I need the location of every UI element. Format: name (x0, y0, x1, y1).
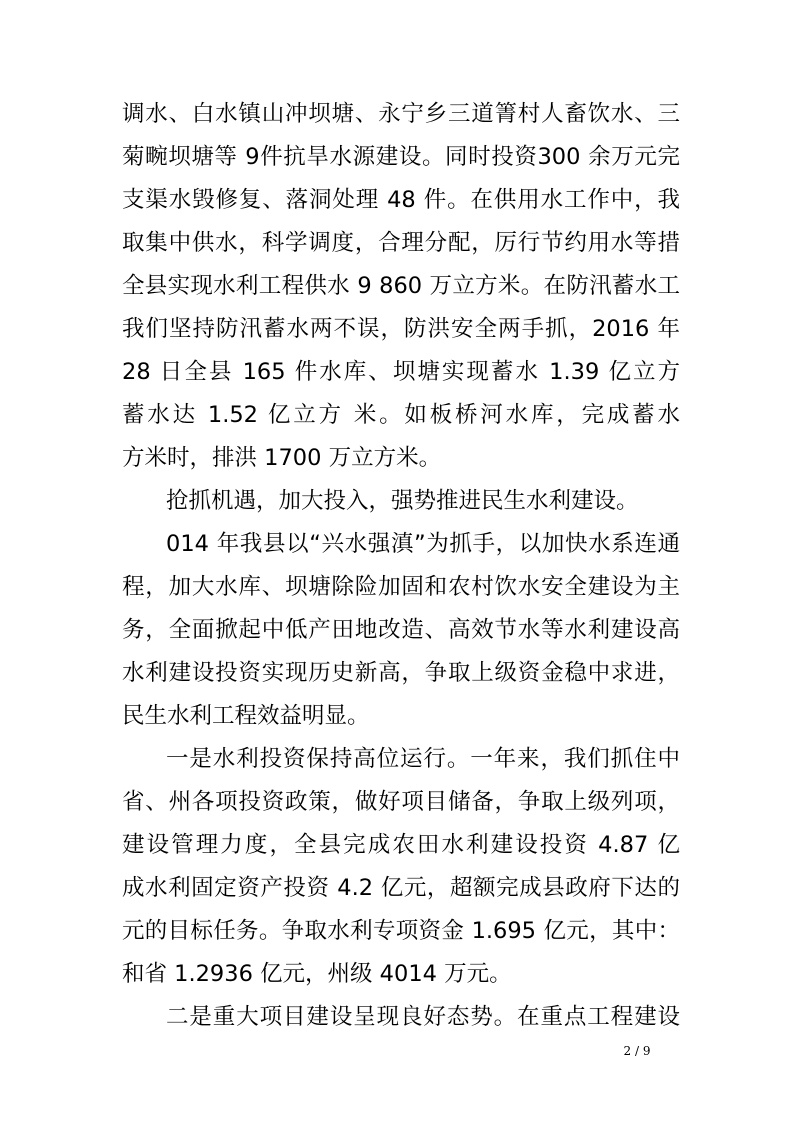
text-line: 28 日全县 165 件水库、坝塘实现蓄水 1.39 亿立方 (122, 359, 680, 385)
text-line: 元的目标任务。争取水利专项资金 1.695 亿元，其中： (122, 918, 680, 944)
text-line: 方米时，排洪 1700 万立方米。 (122, 445, 442, 471)
text-line: 建设管理力度，全县完成农田水利建设投资 4.87 亿 (122, 832, 680, 858)
text-line: 支渠水毁修复、落洞处理 48 件。在供用水工作中，我 (122, 187, 680, 213)
section-heading: 抢抓机遇，加大投入，强势推进民生水利建设。 (166, 488, 639, 514)
text-line: 菊畹坝塘等 9件抗旱水源建设。同时投资300 余万元完 (122, 144, 680, 170)
document-body (122, 93, 680, 1039)
text-line: 和省 1.2936 亿元，州级 4014 万元。 (122, 961, 512, 987)
text-line: 务，全面掀起中低产田地改造、高效节水等水利建设高 (122, 617, 680, 643)
text-line: 蓄水达 1.52 亿立方 米。如板桥河水库，完成蓄水 (122, 402, 680, 428)
text-line: 调水、白水镇山冲坝塘、永宁乡三道箐村人畜饮水、三 (122, 101, 680, 127)
text-line: 取集中供水，科学调度，合理分配，厉行节约用水等措 (122, 230, 680, 256)
text-line: 我们坚持防汛蓄水两不误，防洪安全两手抓，2016 年 (122, 316, 680, 342)
text-line: 水利建设投资实现历史新高，争取上级资金稳中求进， (122, 660, 680, 686)
page-number: 2 / 9 (623, 1044, 651, 1058)
text-line: 程，加大水库、坝塘除险加固和农村饮水安全建设为主 (122, 574, 680, 600)
text-line: 成水利固定资产投资 4.2 亿元，超额完成县政府下达的 (122, 875, 680, 901)
text-line: 省、州各项投资政策，做好项目储备，争取上级列项， (122, 789, 680, 815)
text-line: 二是重大项目建设呈现良好态势。在重点工程建设 (166, 1004, 680, 1030)
text-line: 一是水利投资保持高位运行。一年来，我们抓住中 (166, 746, 680, 772)
text-line: 民生水利工程效益明显。 (122, 703, 370, 729)
text-line: 014 年我县以“兴水强滇”为抓手，以加快水系连通 (166, 531, 680, 557)
text-line: 全县实现水利工程供水 9 860 万立方米。在防汛蓄水工 (122, 273, 680, 299)
